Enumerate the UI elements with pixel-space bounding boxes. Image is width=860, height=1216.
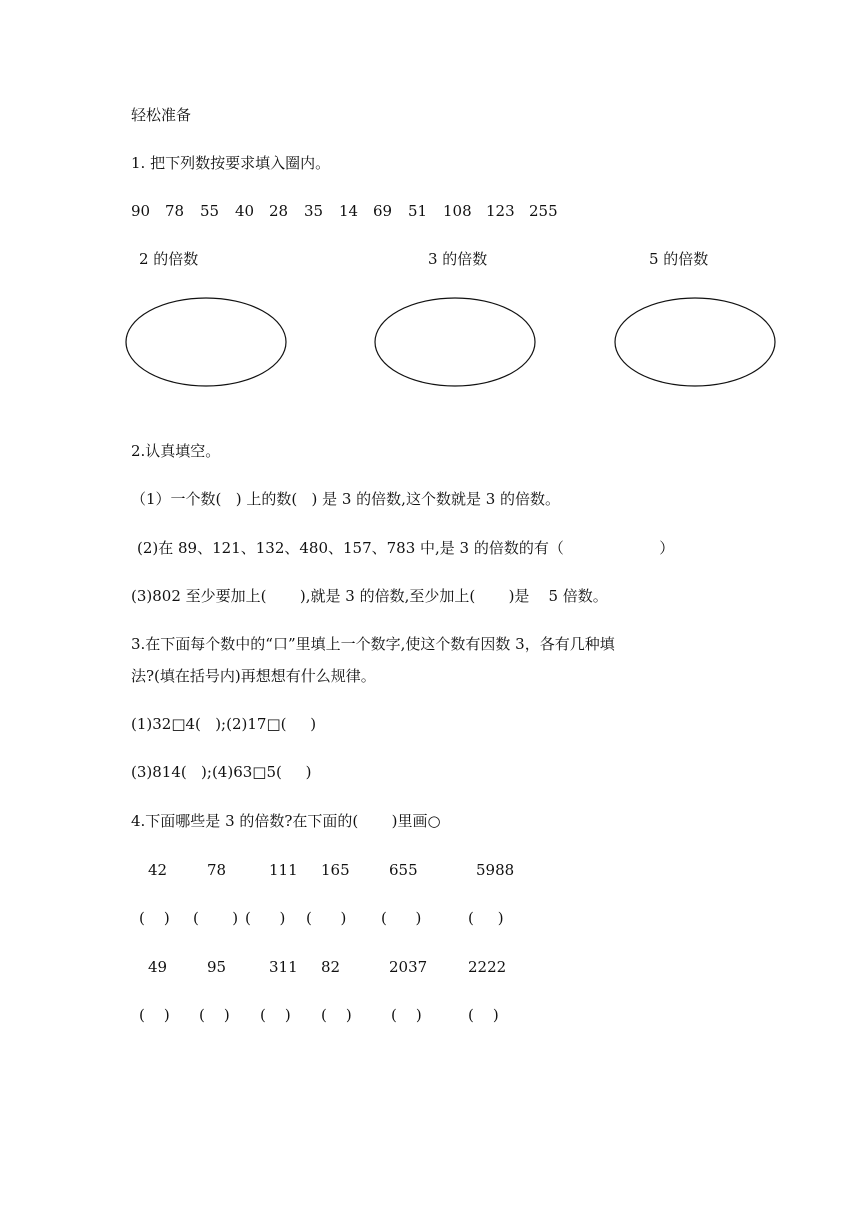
circle-label-multiples-of-3: 3 的倍数: [428, 250, 488, 268]
answer-bracket[interactable]: ( ): [139, 1006, 170, 1024]
number-item: 165: [321, 861, 350, 879]
number-item: 28: [269, 202, 289, 220]
q2-item-2: (2)在 89、121、132、480、157、783 中,是 3 的倍数的有（ ）: [137, 539, 675, 557]
number-item: 311: [269, 958, 298, 976]
answer-bracket[interactable]: ( ): [193, 909, 239, 927]
number-item: 35: [304, 202, 324, 220]
number-item: 78: [207, 861, 227, 879]
number-item: 655: [389, 861, 418, 879]
answer-bracket[interactable]: ( ): [245, 909, 286, 927]
answer-bracket[interactable]: ( ): [468, 1006, 499, 1024]
number-item: 42: [148, 861, 168, 879]
q3-line-1: 3.在下面每个数中的“口”里填上一个数字,使这个数有因数 3，各有几种填: [131, 635, 615, 653]
number-item: 51: [408, 202, 428, 220]
answer-bracket[interactable]: ( ): [321, 1006, 352, 1024]
q3-item-1: (1)32□4( );(2)17□( ): [131, 715, 317, 733]
answer-circle-3[interactable]: [373, 296, 537, 388]
q2-title: 2.认真填空。: [131, 442, 221, 460]
q1-prompt: 1. 把下列数按要求填入圈内。: [131, 154, 331, 172]
number-item: 2037: [389, 958, 428, 976]
number-item: 2222: [468, 958, 507, 976]
q3-item-2: (3)814( );(4)63□5( ): [131, 763, 312, 781]
number-item: 14: [339, 202, 359, 220]
number-item: 40: [235, 202, 255, 220]
number-item: 82: [321, 958, 341, 976]
answer-bracket[interactable]: ( ): [199, 1006, 230, 1024]
answer-bracket[interactable]: ( ): [391, 1006, 422, 1024]
answer-bracket[interactable]: ( ): [381, 909, 422, 927]
number-item: 111: [269, 861, 298, 879]
number-item: 49: [148, 958, 168, 976]
answer-circle-2[interactable]: [124, 296, 288, 388]
q2-item-3: (3)802 至少要加上( ),就是 3 的倍数,至少加上( )是 5 倍数。: [131, 587, 608, 605]
answer-bracket[interactable]: ( ): [306, 909, 347, 927]
answer-bracket[interactable]: ( ): [139, 909, 170, 927]
number-item: 55: [200, 202, 220, 220]
number-item: 90: [131, 202, 151, 220]
q3-line-2: 法?(填在括号内)再想想有什么规律。: [131, 667, 376, 685]
circle-label-multiples-of-2: 2 的倍数: [139, 250, 199, 268]
number-item: 95: [207, 958, 227, 976]
q2-item-1: （1）一个数( ) 上的数( ) 是 3 的倍数,这个数就是 3 的倍数。: [131, 490, 561, 508]
answer-circle-5[interactable]: [613, 296, 777, 388]
number-item: 69: [373, 202, 393, 220]
section-heading: 轻松准备: [131, 106, 192, 124]
number-item: 108: [443, 202, 472, 220]
number-item: 123: [486, 202, 515, 220]
number-item: 255: [529, 202, 558, 220]
q4-prompt: 4.下面哪些是 3 的倍数?在下面的( )里画○: [131, 812, 441, 830]
answer-bracket[interactable]: ( ): [260, 1006, 291, 1024]
circle-label-multiples-of-5: 5 的倍数: [649, 250, 709, 268]
number-item: 5988: [476, 861, 515, 879]
answer-bracket[interactable]: ( ): [468, 909, 504, 927]
number-item: 78: [165, 202, 185, 220]
